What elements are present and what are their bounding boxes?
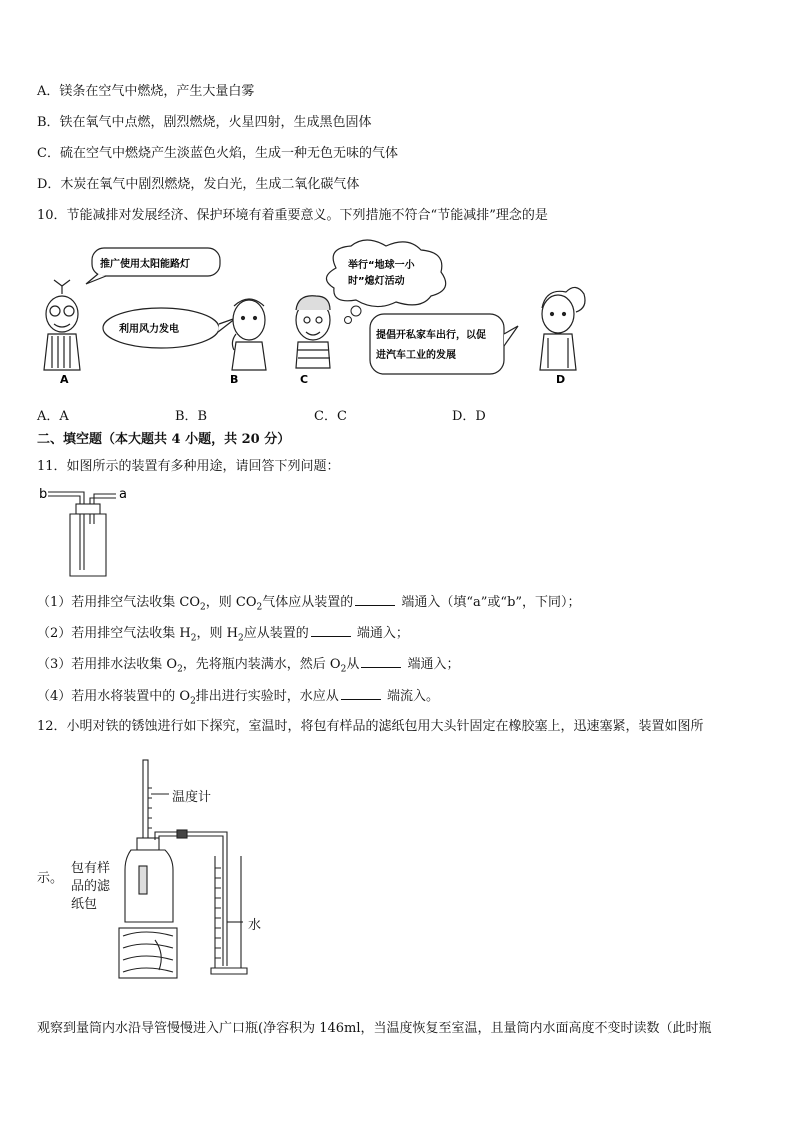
bubble-d-text-2: 进汽车工业的发展 [376, 350, 456, 361]
q10-choice-a: A．A [37, 409, 69, 424]
answer-blank-2[interactable] [311, 625, 351, 637]
q10-stem: 10．节能减排对发展经济、保护环境有着重要意义。下列措施不符合“节能减排”理念的是 [37, 208, 548, 223]
q10-choice-d: D．D [452, 409, 486, 424]
q11-part-3: （3）若用排水法收集 $O_2$，先将瓶内装满水，然后 $O_2$从 端通入； [37, 657, 460, 675]
bubble-d [370, 314, 504, 374]
q9-option-a: A．镁条在空气中燃烧，产生大量白雾 [37, 84, 255, 99]
label-a: A [60, 373, 69, 386]
answer-blank-3[interactable] [361, 656, 401, 668]
q12-stem: 12．小明对铁的锈蚀进行如下探究，室温时，将包有样品的滤纸包用大头针固定在橡胶塞上，迅速塞紧，装置如图所 [37, 719, 704, 734]
character-d [540, 287, 585, 370]
q12-last-line: 观察到量筒内水沿导管慢慢进入广口瓶(净容积为 146ml，当温度恢复至室温，且量筒内水面高度不变时读数（此时瓶 [37, 1021, 712, 1036]
bubble-c-text-2: 时”熄灯活动 [348, 276, 405, 287]
label-b: B [230, 373, 239, 386]
water-label: 水 [248, 918, 262, 933]
q11-stem: 11．如图所示的装置有多种用途，请回答下列问题： [37, 459, 340, 474]
character-a [44, 280, 80, 370]
q11-part-1: （1）若用排空气法收集 $CO_2$，则 $CO_2$气体应从装置的 端通入（填“a”或“b”，下同）； [37, 595, 581, 613]
thermometer-label: 温度计 [172, 790, 212, 805]
q11-label-a: a [119, 487, 127, 502]
q10-choice-c: C．C [314, 409, 347, 424]
q11-label-b: b [39, 487, 48, 502]
q10-cartoon-figure [36, 238, 596, 388]
q9-option-d: D．木炭在氧气中剧烈燃烧，发白光，生成二氧化碳气体 [37, 177, 360, 192]
label-d: D [556, 373, 566, 386]
q11-gas-bottle-figure [36, 484, 136, 580]
bubble-a-wind-text: 利用风力发电 [119, 324, 179, 335]
sample-label-3: 纸包 [71, 897, 98, 912]
q11-part-4: （4）若用水将装置中的 $O_2$排出进行实验时，水应从 端流入。 [37, 689, 439, 707]
character-b [232, 299, 266, 370]
q10-choice-b: B．B [175, 409, 208, 424]
answer-blank-1[interactable] [355, 594, 395, 606]
bubble-a-top-text: 推广使用太阳能路灯 [100, 259, 190, 270]
q12-stem-continued: 示。 [37, 871, 64, 886]
section-heading: 二、填空题（本大题共 4 小题，共 20 分） [37, 432, 291, 447]
character-c [296, 296, 330, 368]
sample-label-2: 品的滤 [71, 879, 111, 894]
q11-part-2: （2）若用排空气法收集 $H_2$，则 $H_2$应从装置的 端通入； [37, 626, 409, 644]
sample-label-1: 包有样 [71, 861, 111, 876]
cloud-c [326, 240, 445, 307]
label-c: C [300, 373, 309, 386]
bubble-d-text-1: 提倡开私家车出行，以促 [376, 330, 486, 341]
q9-option-c: C．硫在空气中燃烧产生淡蓝色火焰，生成一种无色无味的气体 [37, 146, 398, 161]
q9-option-b: B．铁在氧气中点燃，剧烈燃烧，火星四射，生成黑色固体 [37, 115, 372, 130]
answer-blank-4[interactable] [341, 688, 381, 700]
bubble-c-text-1: 举行“地球一小 [348, 260, 415, 271]
